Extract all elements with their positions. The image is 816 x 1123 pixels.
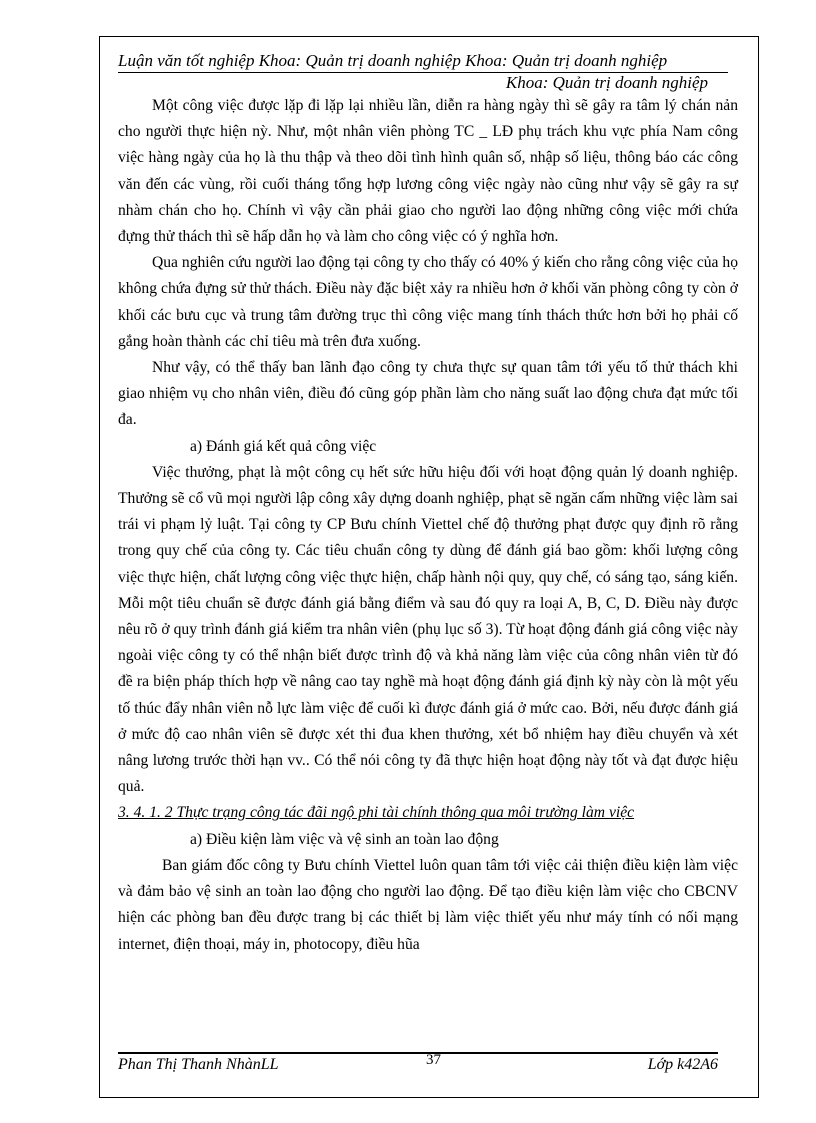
subheading: a) Điều kiện làm việc và vệ sinh an toàn lao động <box>190 830 499 848</box>
subheading: a) Đánh giá kết quả công việc <box>190 437 377 455</box>
section-heading: 3. 4. 1. 2 Thực trạng công tác đãi ngộ phi tài chính thông qua môi trường làm việc <box>118 804 635 822</box>
header-line-1: Luận văn tốt nghiệp Khoa: Quản trị doanh nghiệp Khoa: Quản trị doanh nghiệp <box>118 51 668 70</box>
paragraph: Một công việc được lặp đi lặp lại nhiều lần, diễn ra hàng ngày thì sẽ gây ra tâm lý chán nản cho người thực hiện nỳ. Như, một nhân viên phòng TC _ LĐ phụ trách khu vực phía Nam công việc hàng ngày của họ là thu thập và theo dõi tình hình quân số, nhập số liệu, thông báo các công văn đến các vùng, rồi cuối tháng tổng hợp lương công việc ngày nào cũng như vậy sẽ gây ra sự nhàm chán cho họ. Chính vì vậy cần phải giao cho người lao động những công việc mới chứa đựng thử thách thì sẽ hấp dẫn họ và làm cho công việc có ý nghĩa hơn. <box>118 97 738 246</box>
footer-rule <box>118 1052 718 1054</box>
page-number: 37 <box>426 1052 441 1068</box>
paragraph: Việc thưởng, phạt là một công cụ hết sức hữu hiệu đối với hoạt động quản lý doanh nghiệp. Thưởng sẽ cổ vũ mọi người lập công xây dựng doanh nghiệp, phạt sẽ ngăn cấm những việc làm sai trái vi phạm lỷ luật. Tại công ty CP Bưu chính Viettel chế độ thưởng phạt được quy định rõ rằng trong quy chế của công ty. Các tiêu chuẩn công ty dùng để đánh giá bao gồm: khối lượng công việc thực hiện, chất lượng công việc thực hiện, chấp hành nội quy, quy chế, có sáng tạo, sáng kiến. Mỗi một tiêu chuẩn sẽ được đánh giá bằng điểm và sau đó quy ra loại A, B, C, D. Điều này được nêu rõ ở quy trình đánh giá kiểm tra nhân viên (phụ lục số 3). Từ hoạt động đánh giá công việc này ngoài việc công ty có thể nhận biết được trình độ và khả năng làm việc của công nhân viên từ đó đề ra biện pháp thích hợp về nâng cao tay nghề mà hoạt động đánh giá định kỳ này còn là một yếu tố thúc đẩy nhân viên nỗ lực làm việc để cuối kì được đánh giá ở mức cao. Bởi, nếu được đánh giá ở mức độ cao nhân viên sẽ được xét thi đua khen thưởng, xét bổ nhiệm hay điều chuyển và xét nâng lương trước thời hạn vv.. Có thể nói công ty đã thực hiện hoạt động này tốt và đạt được hiệu quả. <box>118 463 738 796</box>
paragraph: Như vậy, có thể thấy ban lãnh đạo công ty chưa thực sự quan tâm tới yếu tố thử thách khi giao nhiệm vụ cho nhân viên, điều đó cũng góp phần làm cho năng suất lao động chưa đạt mức tối đa. <box>118 359 738 429</box>
paragraph: Qua nghiên cứu người lao động tại công ty cho thấy có 40% ý kiến cho rằng công việc của họ không chứa đựng sử thử thách. Điều này đặc biệt xảy ra nhiều hơn ở khối văn phòng công ty còn ở khối các bưu cục và trung tâm đường trục thì công việc mang tính thách thức hơn bởi họ phải cố gắng hoàn thành các chỉ tiêu mà trên đưa xuống. <box>118 254 738 350</box>
header-line-2: Khoa: Quản trị doanh nghiệp <box>505 73 708 92</box>
paragraph: Ban giám đốc công ty Bưu chính Viettel luôn quan tâm tới việc cải thiện điều kiện làm việc và đảm bảo vệ sinh an toàn lao động cho người lao động. Để tạo điều kiện làm việc cho CBCNV hiện các phòng ban đều được trang bị các thiết bị làm việc thiết yếu như máy tính có nối mạng internet, điện thoại, máy in, photocopy, điều hũa <box>118 856 738 953</box>
footer-class: Lớp k42A6 <box>647 1056 718 1073</box>
footer-author: Phan Thị Thanh NhànLL <box>118 1056 279 1073</box>
page-footer <box>118 1052 718 1080</box>
header-rule <box>118 72 728 73</box>
page-body <box>118 93 738 958</box>
